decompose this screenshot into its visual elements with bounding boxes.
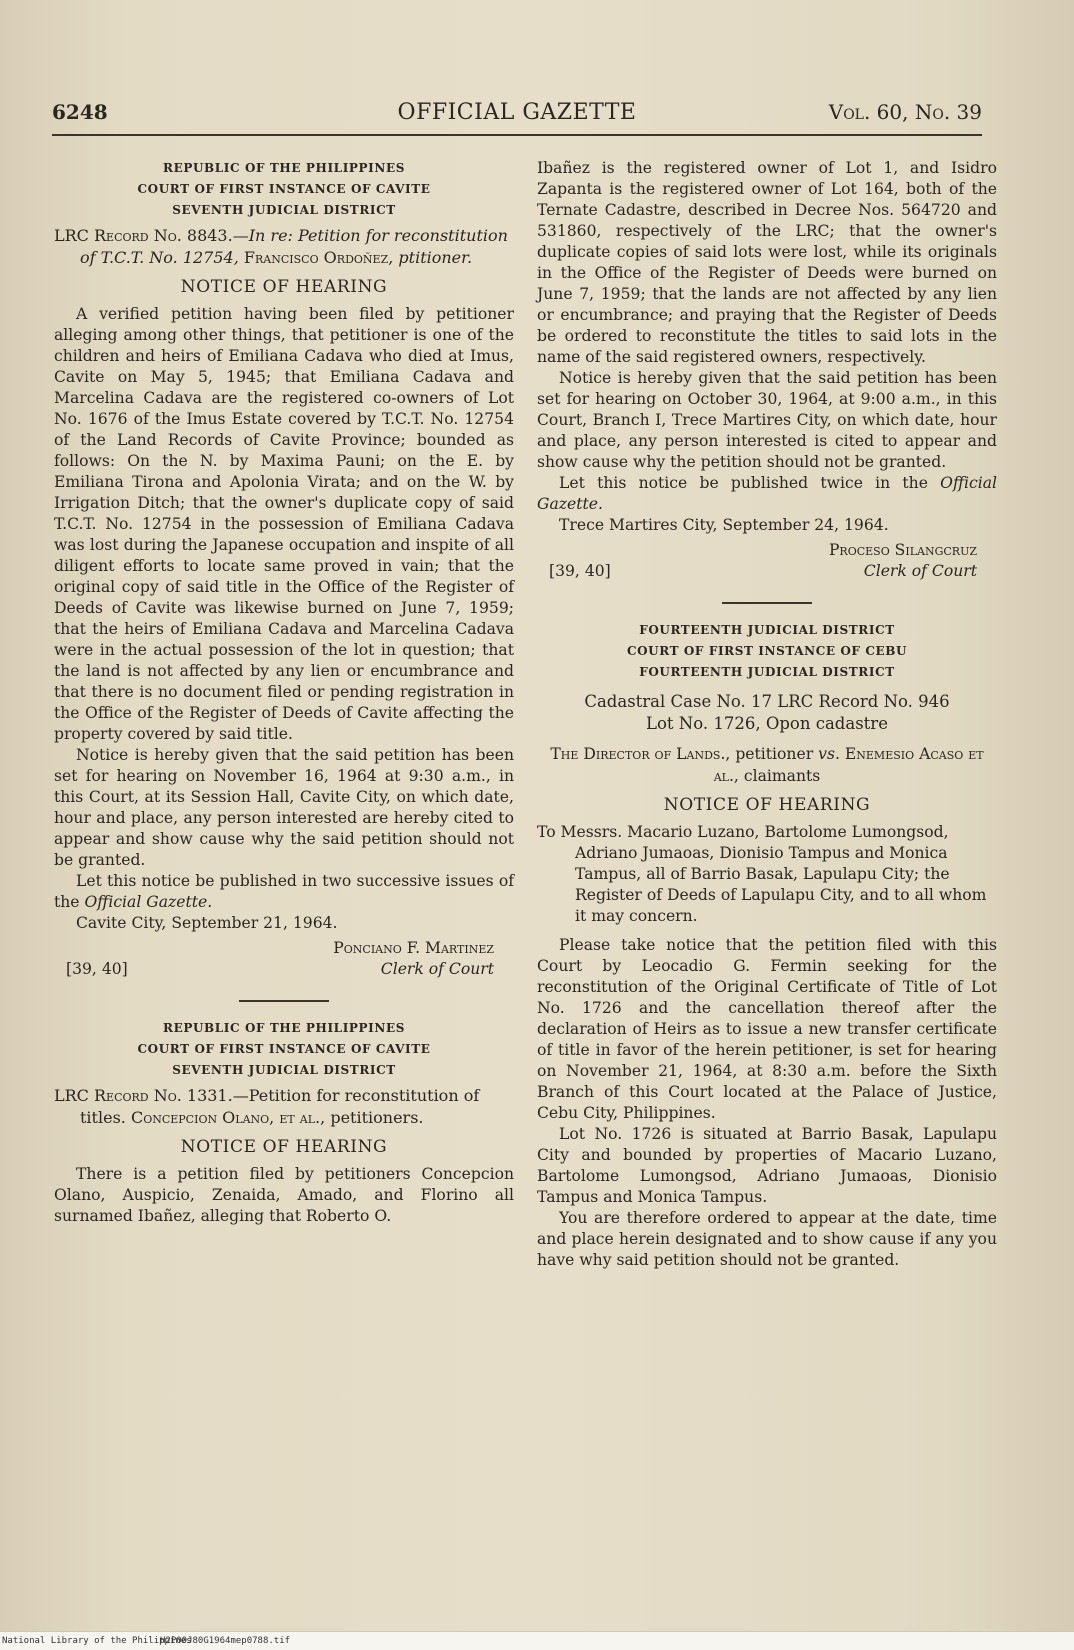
case-caption [54, 1085, 514, 1129]
petitioner-role: petitioners. [330, 1108, 424, 1127]
signatory-title: Clerk of Court [380, 960, 494, 978]
court-heading [537, 620, 997, 683]
notice-2-continued [537, 158, 997, 582]
section-divider [722, 602, 812, 604]
signature-block [54, 938, 514, 980]
petition-title: —Petition for reconstitution of titles. [80, 1086, 480, 1127]
right-column [537, 158, 997, 1271]
header-rule [52, 134, 982, 136]
scan-filename: H2P00J80G1964mep0788.tif [160, 1636, 291, 1646]
court-line: SEVENTH JUDICIAL DISTRICT [172, 1063, 396, 1077]
notice-paragraph: Please take notice that the petition filed with this Court by Leocadio G. Fermin seeking for the reconstitution of the Original Certificate of Title of Lot No. 1726 and the cancellation thereof after the declaration of Heirs as to issue a new transfer certificate of title in favor of the herein petitioner, is set for hearing on November 21, 1964, at 8:30 a.m. before the Sixth Branch of this Court located at the Palace of Justice, Cebu City, Philippines. [537, 936, 997, 1122]
case-parties [537, 743, 997, 787]
party-petitioner: petitioner [735, 745, 814, 763]
signatory-name: Ponciano F. Martinez [333, 939, 494, 957]
notice-heading: NOTICE OF HEARING [180, 1137, 388, 1157]
publication-text: Let this notice be published in two successive issues of the [54, 872, 514, 911]
party-director: The Director of Lands., [550, 745, 731, 763]
left-column [54, 158, 514, 1227]
court-line: SEVENTH JUDICIAL DISTRICT [172, 203, 396, 217]
publication-name: Official Gazette. [84, 893, 213, 911]
publication-text: Let this notice be published twice in the [559, 474, 941, 492]
notice-paragraph: There is a petition filed by petitioners Concepcion Olano, Auspicio, Zenaida, Amado, and Florino all surnamed Ibañez, alleging that Roberto O. [54, 1165, 514, 1225]
publication-title: OFFICIAL GAZETTE [397, 100, 637, 125]
petitioner-name: Francisco Ordoñez, [243, 248, 394, 267]
notice-heading: NOTICE OF HEARING [180, 277, 388, 297]
petition-title: —In re: Petition for reconstitution of T.C.T. No. 12754, [80, 226, 508, 267]
publication-instruction [54, 871, 514, 913]
publication-name: Official Gazette. [537, 474, 997, 513]
court-line: FOURTEENTH JUDICIAL DISTRICT [639, 623, 895, 637]
party-vs: vs. [818, 745, 840, 763]
party-claimant: Enemesio Acaso et al., [713, 745, 984, 785]
signatory-name: Proceso Silangcruz [828, 541, 977, 559]
publication-instruction [537, 473, 997, 515]
issue-numbers: [39, 40] [549, 562, 611, 580]
notice-1 [54, 158, 514, 980]
notice-2 [54, 1018, 514, 1227]
addressee: To Messrs. Macario Luzano, Bartolome Lumongsod, Adriano Jumaoas, Dionisio Tampus and Monica Tampus, all of Barrio Basak, Lapulapu City; the Register of Deeds of Lapulapu City, and to all whom it may concern. [537, 823, 987, 925]
scan-footer [0, 1631, 1074, 1650]
petitioner-role: ptitioner. [398, 248, 473, 267]
court-line: COURT OF FIRST INSTANCE OF CAVITE [137, 1042, 431, 1056]
date-line: Trece Martires City, September 24, 1964. [559, 516, 889, 534]
case-number: Cadastral Case No. 17 LRC Record No. 946 [584, 692, 950, 711]
petitioner-name: Concepcion Olano, et al., [130, 1108, 326, 1127]
library-credit: National Library of the Philippines [2, 1636, 192, 1646]
notice-paragraph: Lot No. 1726 is situated at Barrio Basak, Lapulapu City and bounded by properties of Macario Luzano, Bartolome Lumongsod, Adriano Jumaoas, Dionisio Tampus and Monica Tampus. [537, 1125, 997, 1206]
lot-number: Lot No. 1726, Opon cadastre [646, 714, 888, 733]
court-heading [54, 158, 514, 221]
section-divider [239, 1000, 329, 1002]
notice-paragraph-continued: Ibañez is the registered owner of Lot 1, and Isidro Zapanta is the registered owner of Lot 164, both of the Ternate Cadastre, described in Decree Nos. 564720 and 531860, respectively of the LRC; that the owner's duplicate copies of said lots were lost, while its originals in the Office of the Register of Deeds were burned on June 7, 1959; that the lands are not affected by any lien or encumbrance; and praying that the Register of Deeds be ordered to reconstitute the titles to said lots in the name of the said registered owners, respectively. [537, 159, 997, 366]
record-number: LRC Record No. 1331. [54, 1086, 233, 1105]
record-number: LRC Record No. 8843. [54, 226, 233, 245]
issue-numbers: [39, 40] [66, 960, 128, 978]
notice-paragraph: A verified petition having been filed by petitioner alleging among other things, that petitioner is one of the children and heirs of Emiliana Cadava who died at Imus, Cavite on May 5, 1945; that Emiliana Cadava and Marcelina Cadava are the registered co-owners of Lot No. 1676 of the Imus Estate covered by T.C.T. No. 12754 of the Land Records of Cavite Province; bounded as follows: On the N. by Maxima Pauni; on the E. by Emiliana Tirona and Apolonia Virata; and on the W. by Irrigation Ditch; that the owner's duplicate copy of said T.C.T. No. 12754 in the possession of Emiliana Cadava was lost during the Japanese occupation and inspite of all diligent efforts to locate same proved in vain; that the original copy of said title in the Office of the Register of Deeds of Cavite was likewise burned on June 7, 1959; that the heirs of Emiliana Cadava and Marcelina Cadava were in the actual possession of the lot in question; that the land is not affected by any lien or encumbrance and that there is no document filed or pending registration in the Office of the Register of Deeds of Cavite affecting the property covered by said title. [54, 305, 514, 743]
notice-3 [537, 620, 997, 1271]
court-line: COURT OF FIRST INSTANCE OF CAVITE [137, 182, 431, 196]
notice-heading: NOTICE OF HEARING [663, 795, 871, 815]
signatory-title: Clerk of Court [863, 562, 977, 580]
court-heading [54, 1018, 514, 1081]
party-claimant-role: claimants [743, 767, 821, 785]
notice-paragraph: Notice is hereby given that the said petition has been set for hearing on November 16, 1964 at 9:30 a.m., in this Court, at its Session Hall, Cavite City, on which date, hour and place, any person interested are hereby cited to appear and show cause why the said petition should not be granted. [54, 746, 514, 869]
page-number: 6248 [52, 100, 108, 124]
volume-number: Vol. 60, No. 39 [828, 100, 982, 124]
court-line: COURT OF FIRST INSTANCE OF CEBU [626, 644, 908, 658]
court-line: FOURTEENTH JUDICIAL DISTRICT [639, 665, 895, 679]
court-line: REPUBLIC OF THE PHILIPPINES [163, 1021, 405, 1035]
signature-block [537, 540, 997, 582]
notice-paragraph: Notice is hereby given that the said petition has been set for hearing on October 30, 1964, at 9:00 a.m., in this Court, Branch I, Trece Martires City, on which date, hour and place, any person interested is cited to appear and show cause why the petition should not be granted. [537, 369, 997, 471]
court-line: REPUBLIC OF THE PHILIPPINES [163, 161, 405, 175]
date-line: Cavite City, September 21, 1964. [76, 914, 338, 932]
notice-paragraph: You are therefore ordered to appear at the date, time and place herein designated and to show cause if any you have why said petition should not be granted. [537, 1209, 997, 1269]
running-head [52, 100, 982, 130]
case-caption [54, 225, 514, 269]
